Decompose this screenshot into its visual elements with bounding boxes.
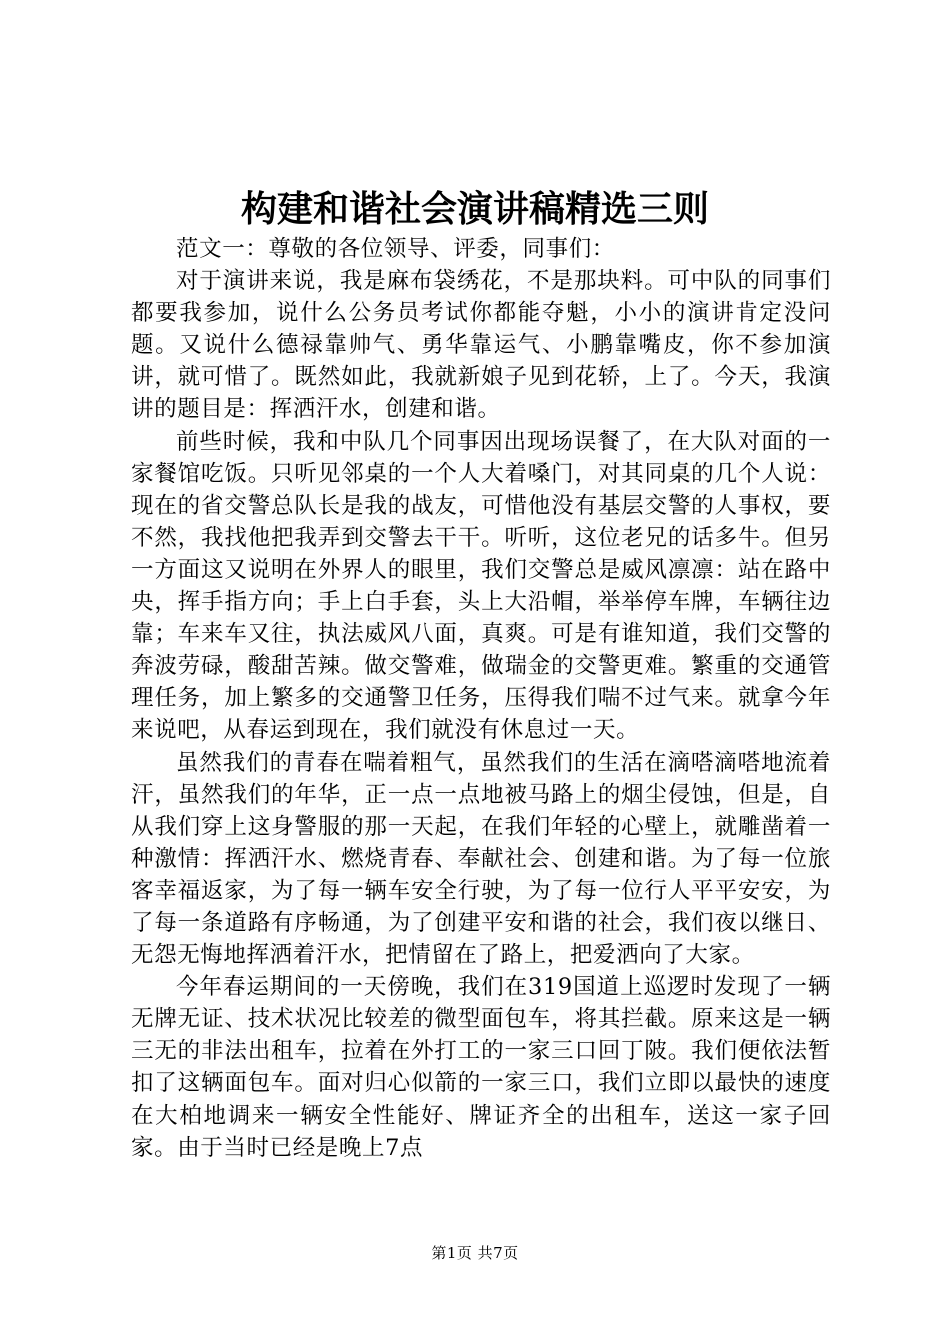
document-title: 构建和谐社会演讲稿精选三则: [240, 188, 709, 230]
document-body: [131, 233, 831, 1164]
body-paragraph: 今年春运期间的一天傍晚，我们在319国道上巡逻时发现了一辆无牌无证、技术状况比较差的微型面包车，将其拦截。原来这是一辆三无的非法出租车，拉着在外打工的一家三口回丁陂。我们便依法暂扣了这辆面包车。面对归心似箭的一家三口，我们立即以最快的速度在大柏地调来一辆安全性能好、牌证齐全的出租车，送这一家子回家。由于当时已经是晚上7点: [131, 974, 831, 1161]
body-paragraph: 对于演讲来说，我是麻布袋绣花，不是那块料。可中队的同事们都要我参加，说什么公务员考试你都能夺魁，小小的演讲肯定没问题。又说什么德禄靠帅气、勇华靠运气、小鹏靠嘴皮，你不参加演讲，就可惜了。既然如此，我就新娘子见到花轿，上了。今天，我演讲的题目是：挥洒汗水，创建和谐。: [131, 268, 831, 423]
body-paragraph: 前些时候，我和中队几个同事因出现场误餐了，在大队对面的一家餐馆吃饭。只听见邻桌的一个人大着嗓门，对其同桌的几个人说：现在的省交警总队长是我的战友，可惜他没有基层交警的人事权，要不然，我找他把我弄到交警去干干。听听，这位老兄的话多牛。但另一方面这又说明在外界人的眼里，我们交警总是威风凛凛：站在路中央，挥手指方向；手上白手套，头上大沿帽，举举停车牌，车辆往边靠；车来车又往，执法威风八面，真爽。可是有谁知道，我们交警的奔波劳碌，酸甜苦辣。做交警难，做瑞金的交警更难。繁重的交通管理任务，加上繁多的交通警卫任务，压得我们喘不过气来。就拿今年来说吧，从春运到现在，我们就没有休息过一天。: [131, 428, 831, 744]
salutation-paragraph: 范文一：尊敬的各位领导、评委，同事们：: [176, 236, 615, 262]
page-footer: 第1页 共7页: [431, 1244, 519, 1262]
body-paragraph: 虽然我们的青春在喘着粗气，虽然我们的生活在滴嗒滴嗒地流着汗，虽然我们的年华，正一点一点地被马路上的烟尘侵蚀，但是，自从我们穿上这身警服的那一天起，在我们年轻的心壁上，就雕凿着一种激情：挥洒汗水、燃烧青春、奉献社会、创建和谐。为了每一位旅客幸福返家，为了每一辆车安全行驶，为了每一位行人平平安安，为了每一条道路有序畅通，为了创建平安和谐的社会，我们夜以继日、无怨无悔地挥洒着汗水，把情留在了路上，把爱洒向了大家。: [131, 749, 831, 969]
